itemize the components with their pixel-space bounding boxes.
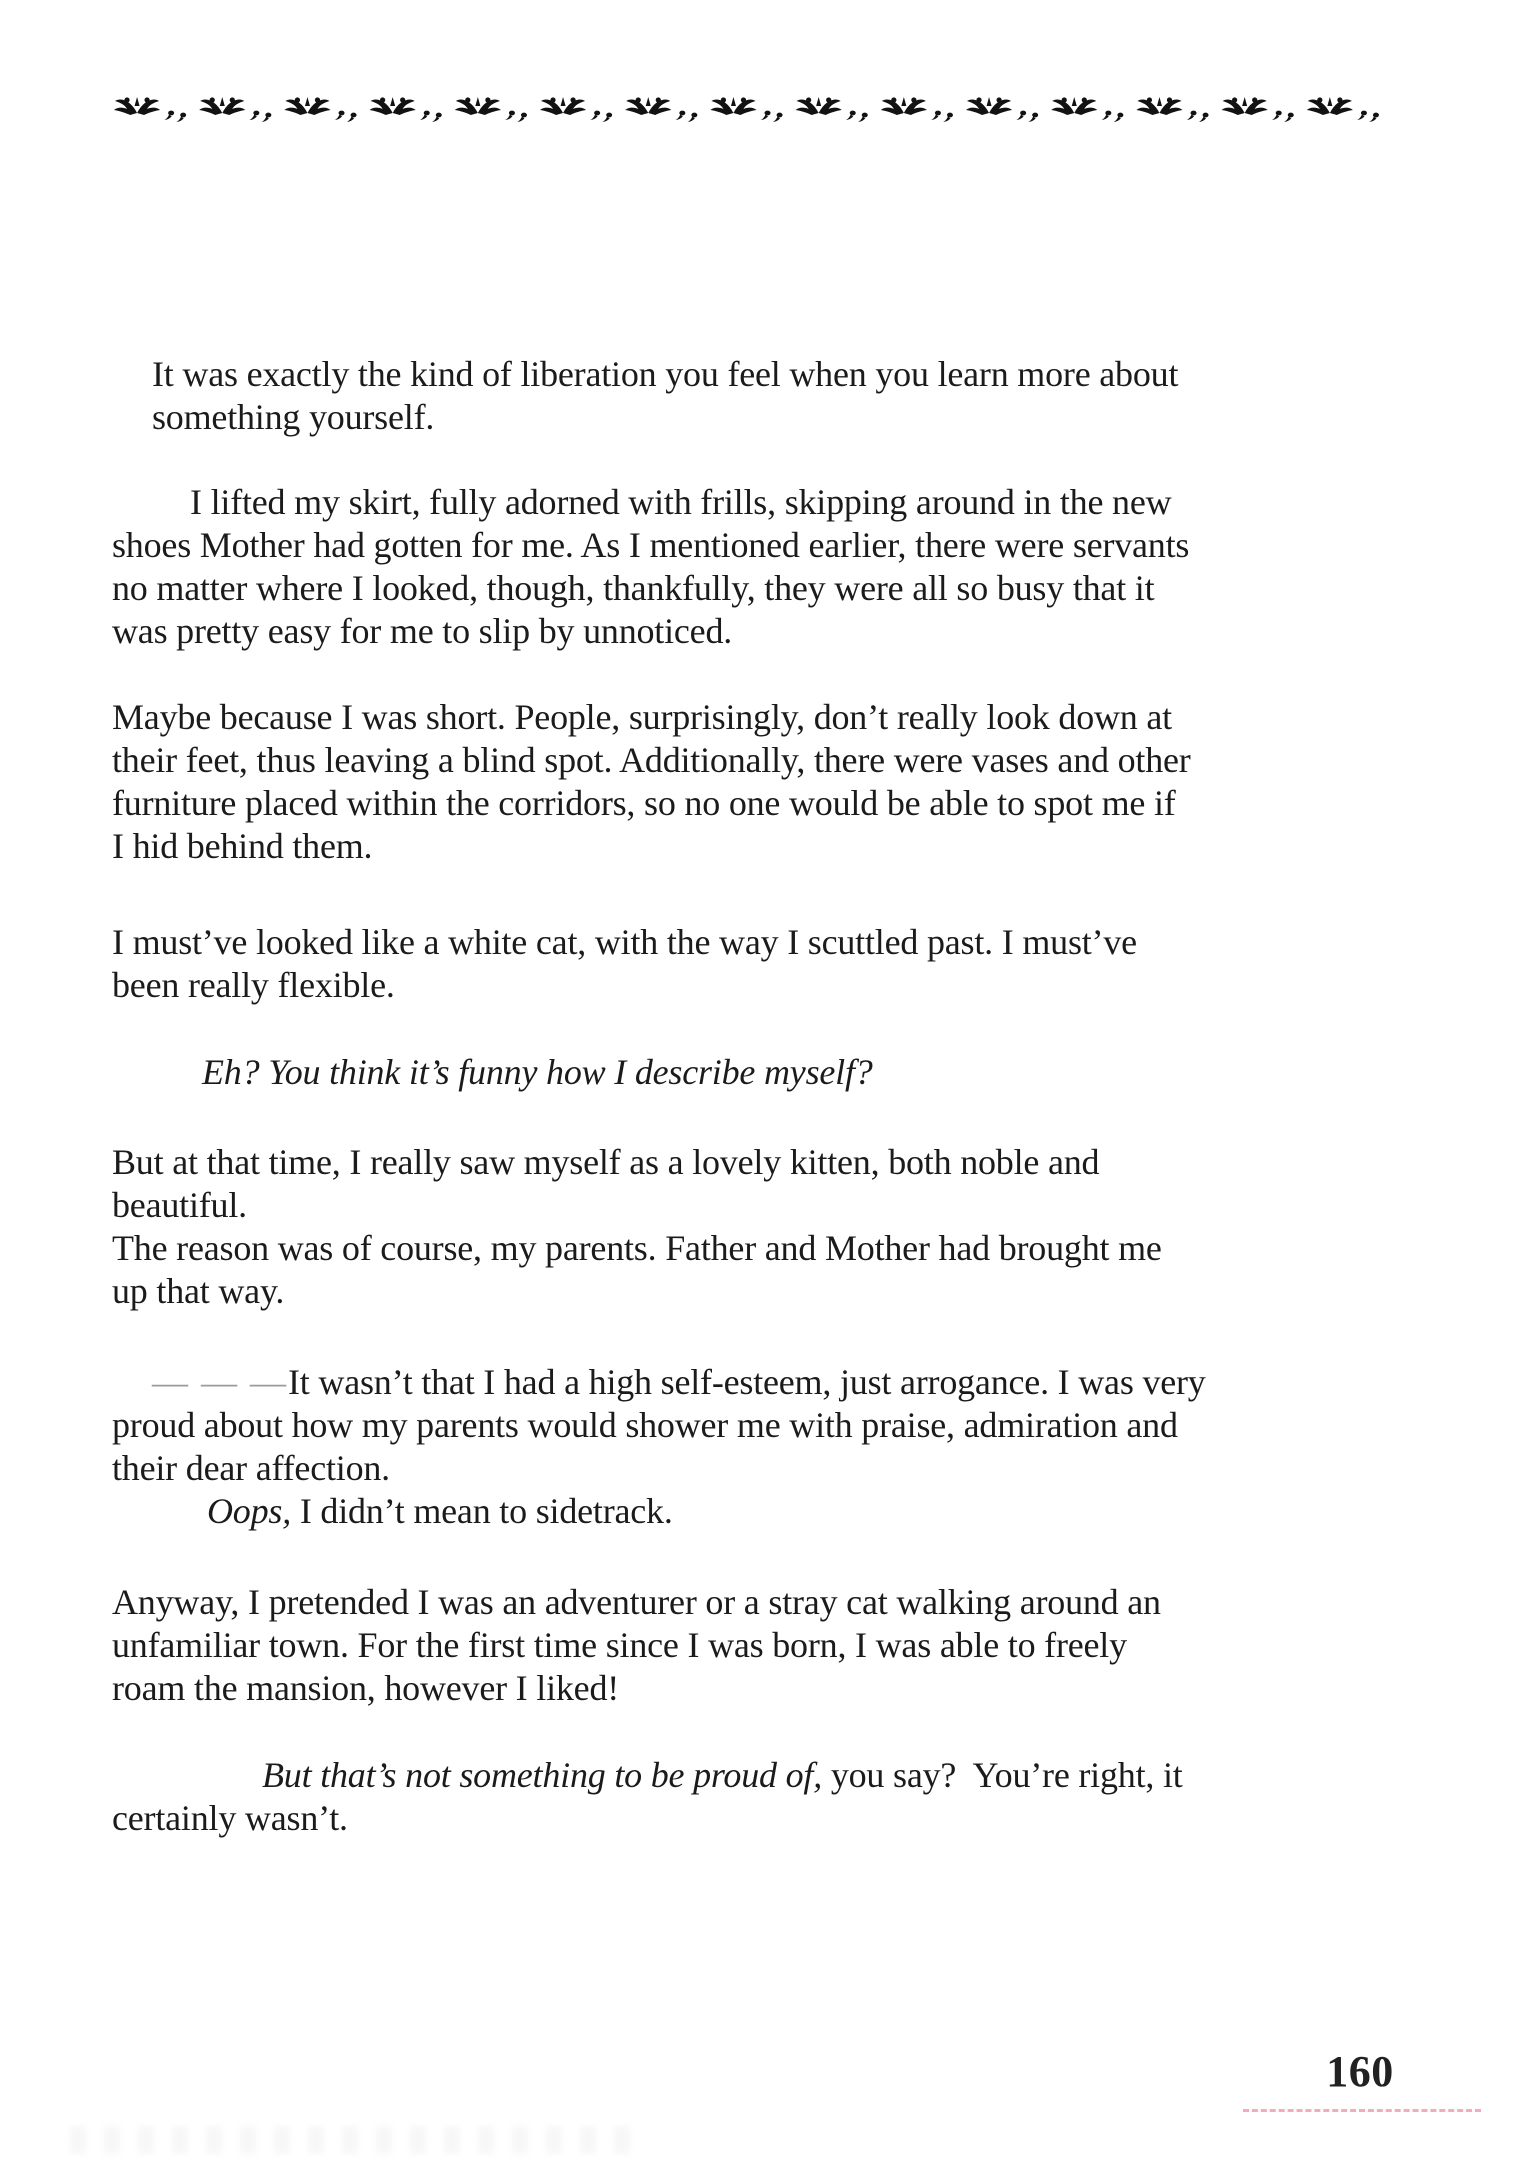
text-segment-italic: But that’s not something to be proud of, — [262, 1755, 823, 1795]
text-line: proud about how my parents would shower me with praise, admiration and — [112, 1405, 1178, 1445]
text-line-italic: Eh? You think it’s funny how I describe myself? — [202, 1052, 873, 1092]
paragraph-3 — [112, 696, 1448, 868]
paragraph-1 — [112, 353, 1488, 439]
text-line: was pretty easy for me to slip by unnoticed. — [112, 611, 733, 651]
text-line: Maybe because I was short. People, surprisingly, don’t really look down at — [112, 697, 1172, 737]
paragraph-4 — [112, 921, 1448, 1007]
paragraph-6 — [112, 1141, 1448, 1313]
text-line: But at that time, I really saw myself as a lovely kitten, both noble and — [112, 1142, 1100, 1182]
text-line: I must’ve looked like a white cat, with the way I scuttled past. I must’ve — [112, 922, 1137, 962]
paragraph-9 — [112, 1581, 1448, 1710]
paragraph-8 — [112, 1490, 1448, 1533]
text-segment-italic: Oops, — [207, 1491, 292, 1531]
text-line: something yourself. — [152, 397, 435, 437]
floral-border-ornament — [113, 92, 1391, 124]
text-line: I lifted my skirt, fully adorned with frills, skipping around in the new — [190, 482, 1172, 522]
text-line: It was exactly the kind of liberation you feel when you learn more about — [152, 354, 1179, 394]
text-line: I hid behind them. — [112, 826, 373, 866]
text-line: The reason was of course, my parents. Father and Mother had brought me — [112, 1228, 1162, 1268]
text-line: up that way. — [112, 1271, 285, 1311]
em-dashes: — — — — [152, 1362, 288, 1402]
text-segment: you say? You’re right, it — [822, 1755, 1183, 1795]
text-line: certainly wasn’t. — [112, 1798, 348, 1838]
text-line: roam the mansion, however I liked! — [112, 1668, 620, 1708]
text-line — [112, 1754, 1448, 1797]
text-line — [112, 1361, 1448, 1404]
text-line — [112, 1490, 1448, 1533]
paragraph-5-inner-voice — [112, 1051, 1448, 1094]
paragraph-10 — [112, 1754, 1448, 1840]
text-segment: It wasn’t that I had a high self-esteem, just arrogance. I was very — [288, 1362, 1206, 1402]
red-dashed-underline — [1243, 2109, 1481, 2112]
text-line: shoes Mother had gotten for me. As I mentioned earlier, there were servants — [112, 525, 1190, 565]
text-line: no matter where I looked, though, thankfully, they were all so busy that it — [112, 568, 1155, 608]
paragraph-2 — [112, 481, 1448, 653]
page-number: 160 — [1326, 2047, 1394, 2096]
text-line: their dear affection. — [112, 1448, 390, 1488]
text-line: been really flexible. — [112, 965, 395, 1005]
text-line: furniture placed within the corridors, so no one would be able to spot me if — [112, 783, 1176, 823]
text-segment: I didn’t mean to sidetrack. — [291, 1491, 673, 1531]
paragraph-7 — [112, 1361, 1448, 1490]
text-line: beautiful. — [112, 1185, 247, 1225]
bleed-through-smudge — [70, 2126, 630, 2154]
text-line: Anyway, I pretended I was an adventurer or a stray cat walking around an — [112, 1582, 1161, 1622]
text-line: unfamiliar town. For the first time since I was born, I was able to freely — [112, 1625, 1127, 1665]
floral-border-icon — [113, 92, 1391, 124]
text-line: their feet, thus leaving a blind spot. Additionally, there were vases and other — [112, 740, 1191, 780]
